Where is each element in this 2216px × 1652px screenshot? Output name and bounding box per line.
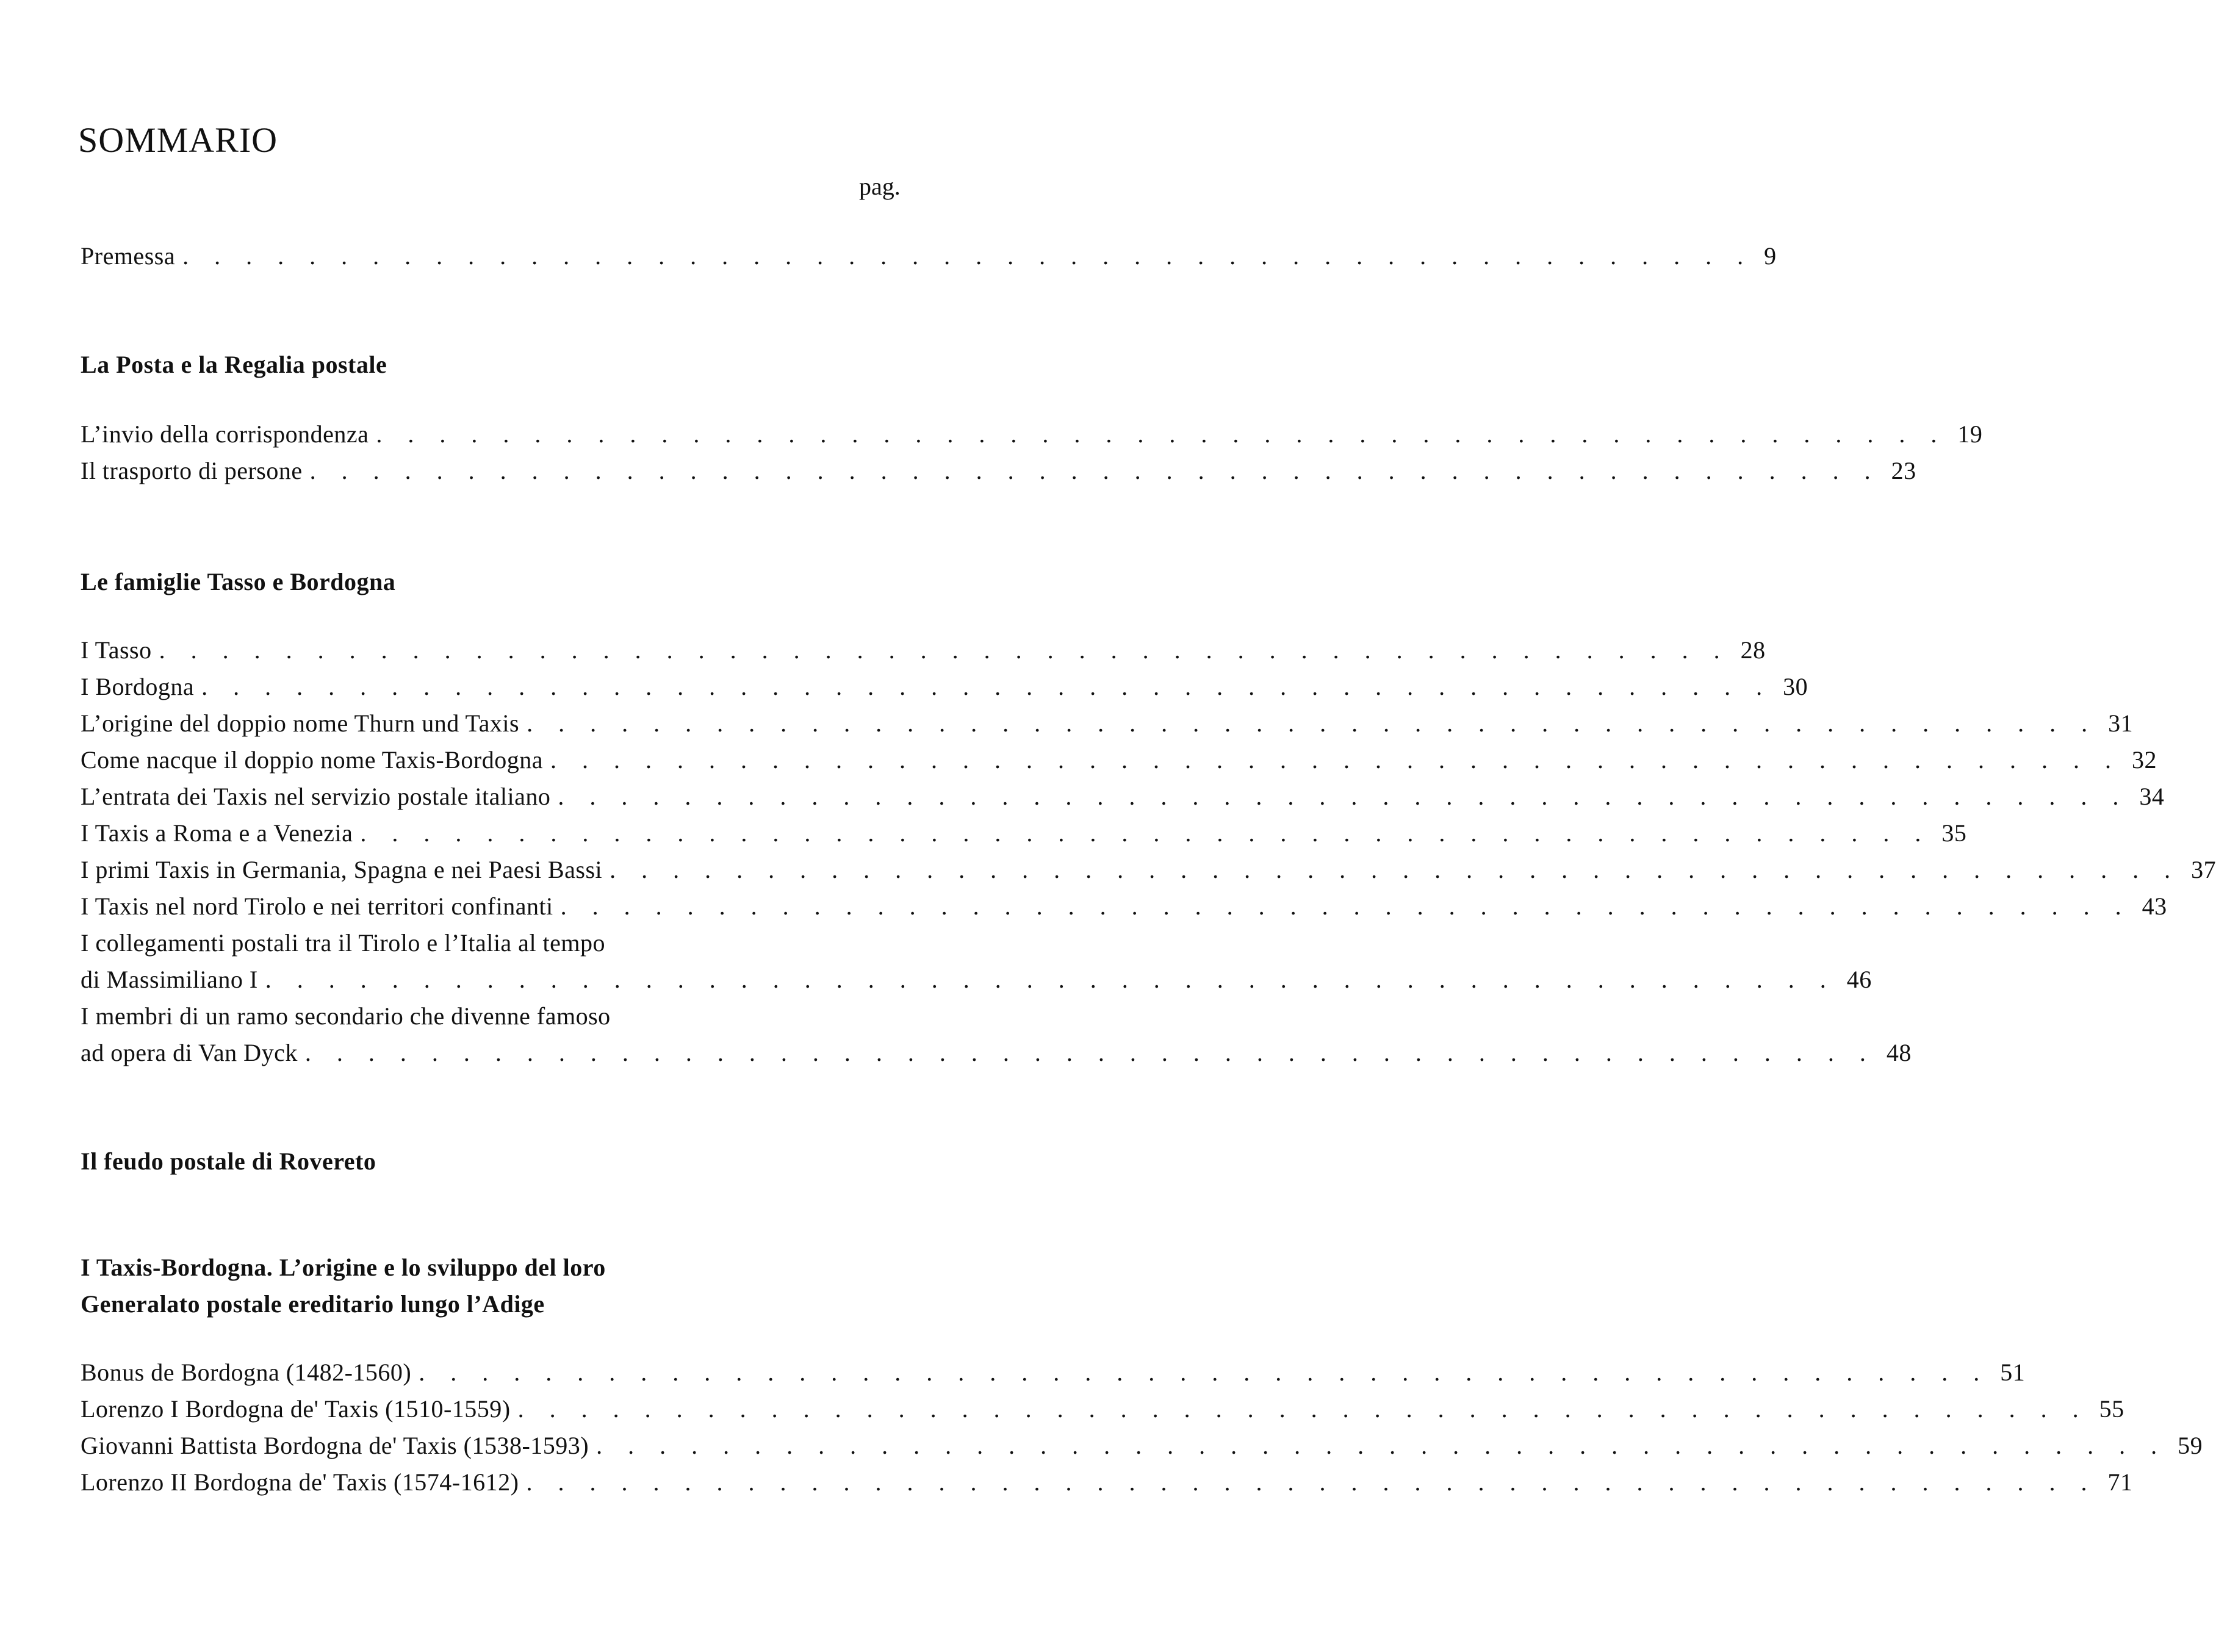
toc-entry[interactable] [81, 1431, 2203, 1463]
toc-entry-page: 51 [2000, 1359, 2026, 1386]
toc-entry-page: 19 [1957, 420, 1983, 448]
toc-entry[interactable] [81, 855, 2216, 887]
toc-entry-page: 59 [2178, 1432, 2203, 1459]
section-heading-line1: I Taxis-Bordogna. L’origine e lo sviluppo del loro [81, 1254, 606, 1281]
toc-entry[interactable] [81, 965, 1872, 997]
toc-entry-page: 23 [1891, 457, 1916, 484]
toc-entry[interactable] [81, 456, 1916, 488]
toc-entry-label: Bonus de Bordogna (1482-1560) [81, 1359, 412, 1386]
toc-entry-label: Lorenzo II Bordogna de' Taxis (1574-1612) [81, 1468, 519, 1496]
toc-entry-line1[interactable]: I membri di un ramo secondario che divenne famoso [81, 1002, 611, 1030]
toc-entry-page: 31 [2108, 709, 2134, 737]
toc-entry-page: 32 [2131, 746, 2157, 774]
toc-entry[interactable] [81, 745, 2157, 777]
toc-entry-label: Giovanni Battista Bordogna de' Taxis (1538-1593) [81, 1432, 589, 1459]
toc-entry[interactable] [81, 1468, 2133, 1499]
toc-entry[interactable] [81, 709, 2134, 741]
toc-entry-page: 37 [2191, 856, 2216, 883]
toc-entry-page: 34 [2139, 783, 2165, 810]
toc-entry[interactable] [81, 636, 1766, 667]
leader-dots: . . . . . . . . . . . . . . . . . . . . . . . . . . . . . . . . . . . . . . . . . . . . . . . . . . [550, 746, 2121, 774]
leader-dots: . . . . . . . . . . . . . . . . . . . . . . . . . . . . . . . . . . . . . . . . . . . . . . . . . . [596, 1432, 2167, 1459]
toc-entry-page: 43 [2142, 892, 2167, 920]
toc-entry[interactable] [81, 819, 1967, 850]
section-heading: Il feudo postale di Rovereto [81, 1147, 376, 1175]
toc-entry-label: L’entrata dei Taxis nel servizio postale italiano [81, 783, 551, 810]
toc-entry-page: 48 [1886, 1039, 1912, 1066]
toc-entry-page: 30 [1783, 673, 1808, 700]
leader-dots: . . . . . . . . . . . . . . . . . . . . . . . . . . . . . . . . . . . . . . . . . . . . . . . . . . [560, 892, 2131, 920]
toc-entry-label: I Taxis a Roma e a Venezia [81, 819, 353, 847]
toc-entry-label: di Massimiliano I [81, 966, 258, 993]
toc-entry-label: I Bordogna [81, 673, 195, 700]
toc-entry[interactable] [81, 672, 1808, 704]
page-column-label: pag. [859, 173, 901, 200]
leader-dots: . . . . . . . . . . . . . . . . . . . . . . . . . . . . . . . . . . . . . . . . . . . . . . . . . . [558, 783, 2129, 810]
toc-entry-label: Il trasporto di persone [81, 457, 303, 484]
leader-dots: . . . . . . . . . . . . . . . . . . . . . . . . . . . . . . . . . . . . . . . . . . . . . . . . . . [304, 1039, 1876, 1066]
section-heading: Le famiglie Tasso e Bordogna [81, 568, 396, 595]
leader-dots: . . . . . . . . . . . . . . . . . . . . . . . . . . . . . . . . . . . . . . . . . . . . . . . . . . [360, 819, 1931, 847]
page-title: SOMMARIO [78, 120, 278, 160]
toc-entry-label: L’origine del doppio nome Thurn und Taxis [81, 709, 520, 737]
toc-entry-page: 71 [2107, 1468, 2133, 1496]
leader-dots: . . . . . . . . . . . . . . . . . . . . . . . . . . . . . . . . . . . . . . . . . . . . . . . . . . [265, 966, 1836, 993]
leader-dots: . . . . . . . . . . . . . . . . . . . . . . . . . . . . . . . . . . . . . . . . . . . . . . . . . . [419, 1359, 1990, 1386]
toc-entry-page: 46 [1846, 966, 1872, 993]
toc-entry-label: Come nacque il doppio nome Taxis-Bordogna [81, 746, 543, 774]
toc-entry[interactable] [81, 420, 1983, 451]
toc-entry-label: I primi Taxis in Germania, Spagna e nei Paesi Bassi [81, 856, 603, 883]
toc-entry-label: Premessa [81, 242, 176, 270]
toc-entry[interactable] [81, 782, 2165, 814]
toc-entry-premessa[interactable] [81, 242, 1777, 273]
section-heading: La Posta e la Regalia postale [81, 351, 387, 378]
toc-entry-label: I Taxis nel nord Tirolo e nei territori confinanti [81, 892, 553, 920]
leader-dots: . . . . . . . . . . . . . . . . . . . . . . . . . . . . . . . . . . . . . . . . . . . . . . . . . . [309, 457, 1880, 484]
toc-entry-page: 35 [1941, 819, 1967, 847]
leader-dots: . . . . . . . . . . . . . . . . . . . . . . . . . . . . . . . . . . . . . . . . . . . . . . . . . . [182, 242, 1754, 270]
leader-dots: . . . . . . . . . . . . . . . . . . . . . . . . . . . . . . . . . . . . . . . . . . . . . . . . . . [376, 420, 1947, 448]
toc-entry-label: ad opera di Van Dyck [81, 1039, 298, 1066]
leader-dots: . . . . . . . . . . . . . . . . . . . . . . . . . . . . . . . . . . . . . . . . . . . . . . . . . . [201, 673, 1772, 700]
leader-dots: . . . . . . . . . . . . . . . . . . . . . . . . . . . . . . . . . . . . . . . . . . . . . . . . . . [526, 1468, 2097, 1496]
toc-entry[interactable] [81, 892, 2167, 924]
toc-entry-label: L’invio della corrispondenza [81, 420, 369, 448]
leader-dots: . . . . . . . . . . . . . . . . . . . . . . . . . . . . . . . . . . . . . . . . . . . . . . . . . . [527, 709, 2098, 737]
leader-dots: . . . . . . . . . . . . . . . . . . . . . . . . . . . . . . . . . . . . . . . . . . . . . . . . . . [159, 636, 1730, 664]
leader-dots: . . . . . . . . . . . . . . . . . . . . . . . . . . . . . . . . . . . . . . . . . . . . . . . . . . [610, 856, 2181, 883]
toc-entry-label: Lorenzo I Bordogna de' Taxis (1510-1559) [81, 1395, 511, 1423]
toc-entry-label: I Tasso [81, 636, 152, 664]
toc-entry[interactable] [81, 1038, 1912, 1070]
toc-entry-page: 9 [1764, 242, 1777, 270]
toc-entry-page: 55 [2099, 1395, 2124, 1423]
section-heading-line2: Generalato postale ereditario lungo l’Adige [81, 1290, 545, 1318]
toc-entry-page: 28 [1740, 636, 1766, 664]
leader-dots: . . . . . . . . . . . . . . . . . . . . . . . . . . . . . . . . . . . . . . . . . . . . . . . . . . [517, 1395, 2088, 1423]
toc-entry-line1[interactable]: I collegamenti postali tra il Tirolo e l’Italia al tempo [81, 929, 606, 957]
toc-entry[interactable] [81, 1358, 2026, 1390]
toc-entry[interactable] [81, 1395, 2124, 1426]
